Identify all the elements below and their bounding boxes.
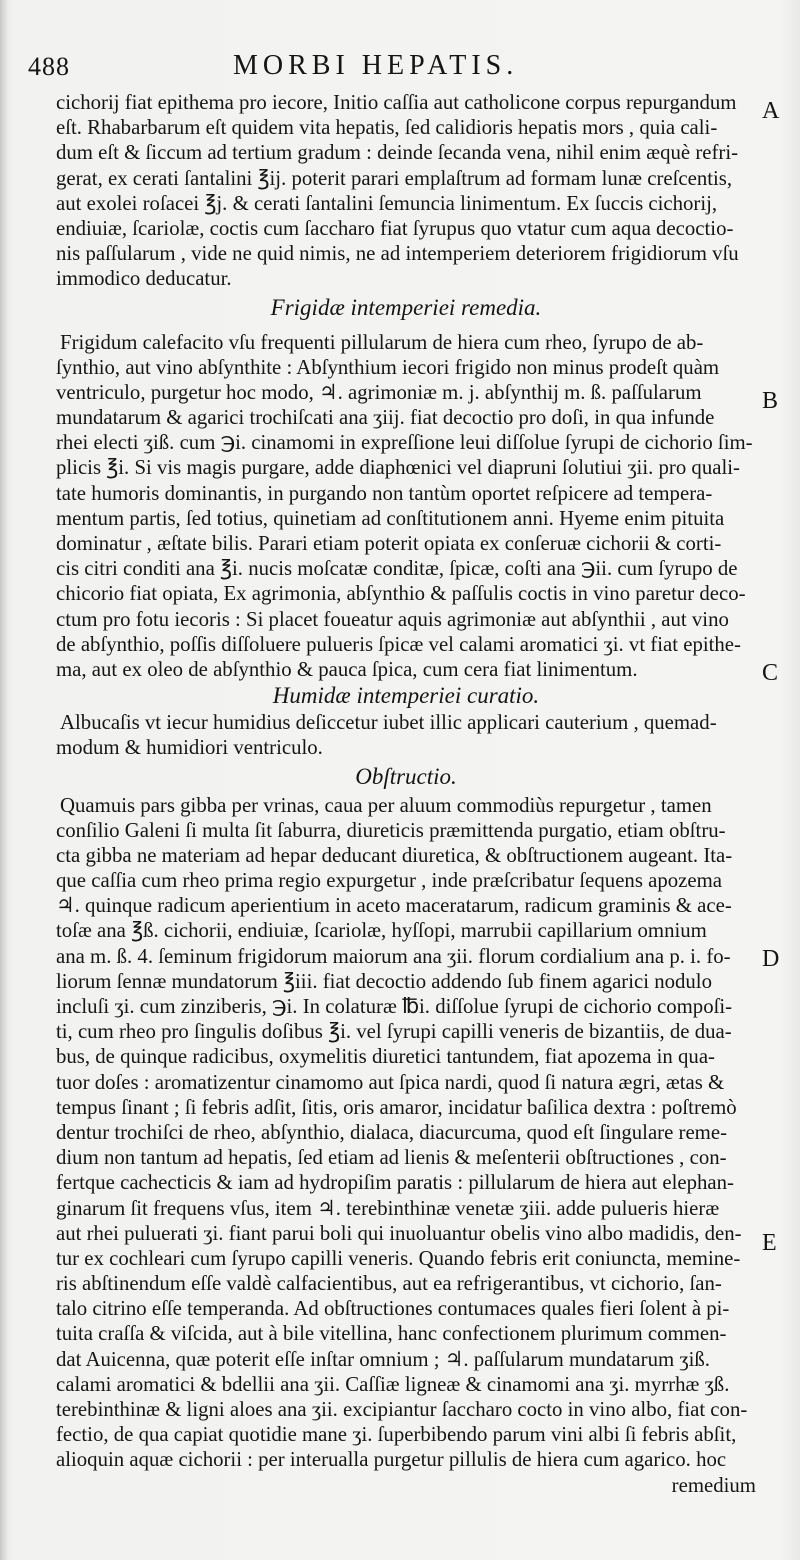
- text-line: tate humoris dominantis, in purgando non tantùm oportet reſpicere ad tempera-: [56, 481, 713, 505]
- text-line: tempus ſinant ; ſi febris adſit, ſitis, oris amaror, incidatur baſilica dextra : poſtremò: [56, 1095, 737, 1119]
- text-line: dominatur , æſtate bilis. Parari etiam poterit opiata ex conſeruæ cichorii & corti-: [56, 532, 722, 555]
- text-line: incluſi ʒi. cum zinziberis, ℈i. In colaturæ ℔i. diſſolue ſyrupi de cichorio compoſi-: [56, 995, 733, 1018]
- text-line: conſilio Galeni ſi multa ſit ſaburra, diureticis præmittenda purgatio, etiam obſtru-: [56, 818, 726, 842]
- text-line: ris abſtinendum eſſe valdè calfacientibus, aut ea refrigerantibus, vt cichorio, ſan-: [56, 1272, 722, 1296]
- page-number: 488: [28, 52, 70, 81]
- text-line: que caſſia cum rheo prima regio expurgetur , inde præſcribatur ſequens apozema: [56, 869, 723, 893]
- margin-letter-a: A: [762, 98, 780, 124]
- text-line: modum & humidiori ventriculo.: [56, 736, 323, 760]
- text-line: dat Auicenna, quæ poterit eſſe inſtar omnium ; ♃. paſſularum mundatarum ʒiß.: [56, 1347, 710, 1371]
- text-line: terebinthinæ & ligni aloes ana ʒii. excipiantur ſaccharo cocto in vino albo, fiat con-: [56, 1398, 748, 1421]
- text-line: Albucaſis vt iecur humidius deſiccetur iubet illic applicari cauterium , quemad-: [60, 711, 717, 735]
- text-line: fertque cachecticis & iam ad hydropiſim paratis : pillularum de hiera aut elephan-: [56, 1171, 734, 1195]
- margin-letter-e: E: [762, 1230, 777, 1256]
- text-line: cta gibba ne materiam ad hepar deducant diuretica, & obſtructionem augeant. Ita-: [56, 843, 733, 867]
- text-line: immodico deducatur.: [56, 267, 232, 291]
- heading-obstructio: Obſtructio.: [355, 763, 457, 789]
- text-line: ma, aut ex oleo de abſynthio & pauca ſpica, cum cera fiat linimentum.: [56, 657, 638, 681]
- text-line: cichorij fiat epithema pro iecore, Initio caſſia aut catholicone corpus repurgandum: [56, 91, 737, 114]
- heading-humidae: Humidæ intemperiei curatio.: [272, 683, 540, 709]
- text-line: chicorio fiat opiata, Ex agrimonia, abſynthio & paſſulis coctis in vino paretur deco-: [56, 582, 746, 606]
- text-line: eſt. Rhabarbarum eſt quidem vita hepatis, ſed calidioris hepatis mors , quia cali-: [56, 116, 718, 140]
- text-body: [56, 90, 756, 1498]
- text-line: tuita craſſa & viſcida, aut à bile vitellina, hanc confectionem plurimum commen-: [56, 1322, 727, 1346]
- text-line: alioquin aquæ cichorii : per interualla purgetur pillulis de hiera cum agarico. hoc: [56, 1448, 727, 1472]
- text-line: mundatarum & agarici trochiſcati ana ʒiij. fiat decoctio pro doſi, in qua infunde: [56, 406, 715, 430]
- text-line: ſynthio, aut vino abſynthite : Abſynthium iecori frigido non minus prodeſt quàm: [56, 355, 720, 379]
- text-line: tuor doſes : aromatizentur cinamomo aut ſpica nardi, quod ſi natura ægri, ætas &: [56, 1070, 725, 1094]
- paragraph-albucasis: [56, 710, 756, 760]
- text-line: Frigidum calefacito vſu frequenti pillularum de hiera cum rheo, ſyrupo de ab-: [60, 330, 704, 354]
- page-edge-shadow: [0, 0, 8, 1560]
- text-line: calami aromatici & bdellii ana ʒii. Caſſiæ ligneæ & cinamomi ana ʒi. myrrhæ ʒß.: [56, 1372, 730, 1396]
- catchword: remedium: [671, 1473, 756, 1497]
- text-line: gerat, ex cerati ſantalini ℥ij. poterit parari emplaſtrum ad formam lunæ creſcentis,: [56, 166, 733, 190]
- paragraph-quamuis: [56, 793, 756, 1473]
- text-line: de abſynthio, poſſis diſſoluere pulueris ſpicæ vel calami aromatici ʒi. vt fiat epithe-: [56, 632, 741, 656]
- text-line: ti, cum rheo pro ſingulis doſibus ℥i. vel ſyrupi capilli veneris de bizantiis, de dua-: [56, 1020, 732, 1044]
- text-line: liorum ſennæ mundatorum ℥iii. fiat decoctio addendo ſub finem agarici nodulo: [56, 969, 712, 993]
- margin-letter-b: B: [762, 388, 779, 414]
- margin-letter-c: C: [762, 660, 779, 686]
- text-line: dium non tantum ad hepatis, ſed etiam ad lienis & meſenterii obſtructiones , con-: [56, 1146, 727, 1170]
- text-line: cis citri conditi ana ℥i. nucis moſcatæ conditæ, ſpicæ, coſti ana ℈ii. cum ſyrupo de: [56, 557, 738, 581]
- text-line: ventriculo, purgetur hoc modo, ♃. agrimoniæ m. j. abſynthij m. ß. paſſularum: [56, 380, 702, 404]
- text-line: aut exolei roſacei ℥j. & cerati ſantalini ſemuncia linimentum. Ex ſuccis cichorij,: [56, 191, 718, 215]
- text-line: ana m. ß. 4. ſeminum frigidorum maiorum ana ʒii. florum cordialium ana p. i. fo-: [56, 944, 731, 968]
- text-line: nis paſſularum , vide ne quid nimis, ne ad intemperiem deteriorem frigidiorum vſu: [56, 242, 739, 266]
- text-line: aut rhei puluerati ʒi. fiant parui boli qui inuoluantur obelis vino albo madidis, den-: [56, 1221, 742, 1245]
- text-line: Quamuis pars gibba per vrinas, caua per aluum commodiùs repurgetur , tamen: [60, 793, 712, 817]
- page-header: [28, 48, 768, 84]
- heading-frigidae: Frigidæ intemperiei remedia.: [270, 294, 542, 320]
- text-line: fectio, de qua capiat quotidie mane ʒi. ſuperbibendo parum vini albi ſi febris abſit,: [56, 1423, 737, 1447]
- text-line: talo citrino eſſe temperanda. Ad obſtructiones contumaces quales fieri ſolent à pi-: [56, 1297, 730, 1321]
- text-line: toſæ ana ℥ß. cichorii, endiuiæ, ſcariolæ, hyſſopi, marrubii capillarium omnium: [56, 919, 707, 943]
- text-line: tur ex cochleari cum ſyrupo capilli veneris. Quando febris erit coniuncta, memine-: [56, 1246, 741, 1270]
- text-line: ♃. quinque radicum aperientium in aceto maceratarum, radicum graminis & ace-: [56, 894, 732, 918]
- text-line: plicis ℥i. Si vis magis purgare, adde diaphœnici vel diapruni ſolutiui ʒii. pro quali-: [56, 456, 740, 480]
- text-line: dentur trochiſci de rheo, abſynthio, dialaca, diacurcuma, quod eſt ſingulare reme-: [56, 1120, 728, 1144]
- text-line: mentum partis, ſed totius, quinetiam ad conſtitutionem anni. Hyeme enim pituita: [56, 506, 725, 530]
- paragraph-frigidum: [56, 330, 756, 683]
- text-line: ctum pro fotu iecoris : Si placet foueatur aquis agrimoniæ aut abſynthii , aut vino: [56, 607, 729, 631]
- text-line: bus, de quinque radicibus, oxymelitis diuretici tantundem, fiat apozema in qua-: [56, 1045, 715, 1069]
- text-line: endiuiæ, ſcariolæ, coctis cum ſaccharo fiat ſyrupus quo vtatur cum aqua decoctio-: [56, 216, 734, 240]
- text-line: ginarum ſit frequens vſus, item ♃. terebinthinæ venetæ ʒiii. adde pulueris hieræ: [56, 1196, 720, 1220]
- margin-letter-d: D: [762, 946, 780, 972]
- text-line: dum eſt & ſiccum ad tertium gradum : deinde ſecanda vena, nihil enim æquè refri-: [56, 141, 739, 165]
- paragraph-epithema: [56, 90, 756, 292]
- text-line: rhei electi ʒiß. cum ℈i. cinamomi in expreſſione leui diſſolue ſyrupi de cichorio ſim-: [56, 431, 753, 455]
- running-head: MORBI HEPATIS.: [233, 50, 519, 81]
